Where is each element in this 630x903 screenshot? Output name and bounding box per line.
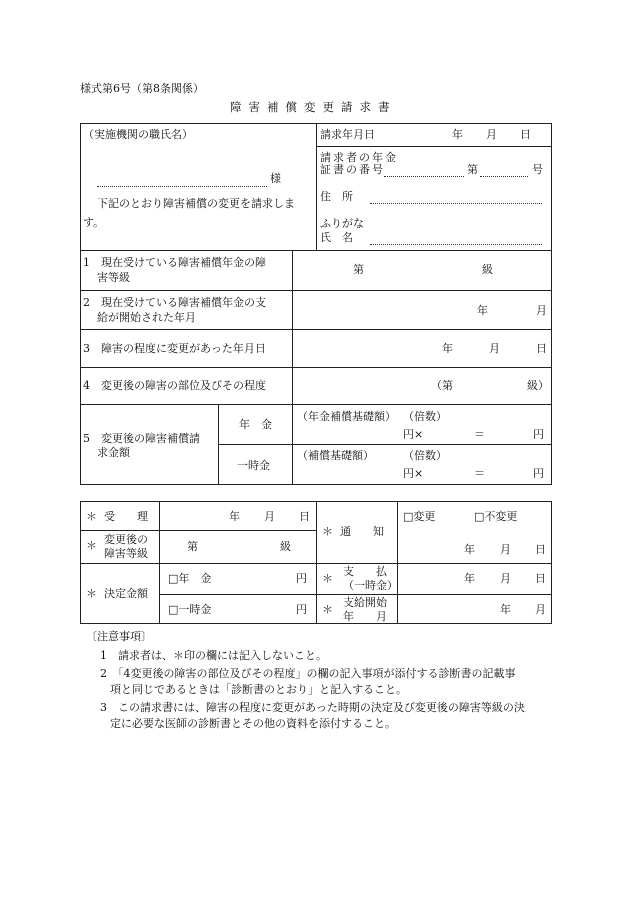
payment-month: 月 [500, 572, 511, 585]
payment-year: 年 [464, 572, 475, 585]
notice-star: ＊ [322, 525, 333, 538]
name-label: 氏 名 [320, 231, 353, 244]
request-date-label: 請求年月日 [320, 128, 375, 141]
grade-star: ＊ [86, 539, 97, 552]
row5-lump-yen[interactable]: 円 [533, 467, 544, 480]
row1-dai: 第 [353, 263, 364, 276]
row5-lump-base-label: （補償基礎額） [297, 449, 374, 462]
row5-lump-equals: ＝ [474, 467, 485, 480]
payment-label-line2: （一時金） [343, 579, 398, 592]
row3-year[interactable]: 年 [442, 342, 453, 355]
name-field[interactable] [370, 244, 542, 245]
decided-amount-label: 決定金額 [104, 587, 148, 600]
request-statement-line2: す。 [83, 216, 105, 229]
changed-grade-label-line2: 障害等級 [104, 547, 148, 560]
notice-label: 通 知 [340, 525, 384, 538]
start-star: ＊ [322, 603, 333, 616]
institution-label: （実施機関の職氏名） [83, 128, 193, 141]
cert-label-line2: 証書の番号 [320, 163, 385, 176]
lump-yen: 円 [296, 603, 307, 616]
lump-option: □一時金 [168, 603, 212, 616]
row2-month[interactable]: 月 [536, 304, 547, 317]
row5-lump-yen-x[interactable]: 円× [403, 467, 424, 480]
row1-kyu: 級 [482, 263, 493, 276]
row4-dai[interactable]: （第 [431, 379, 453, 392]
pension-yen: 円 [296, 572, 307, 585]
row1-label-line2: 害等級 [97, 271, 130, 284]
receipt-year: 年 [229, 510, 240, 523]
receipt-day: 日 [299, 510, 310, 523]
notice-day: 日 [535, 543, 546, 556]
row1-label-line1: 1 現在受けている障害補償年金の障 [83, 256, 266, 269]
pension-option: □年 金 [168, 572, 212, 585]
row3-month[interactable]: 月 [489, 342, 500, 355]
request-date-year[interactable]: 年 [452, 128, 463, 141]
note-3-line1: 3 この請求書には、障害の程度に変更があった時期の決定及び変更後の障害等級の決 [100, 701, 525, 714]
row2-label-line2: 給が開始された年月 [97, 311, 196, 324]
address-label: 住 所 [320, 190, 353, 203]
payment-star: ＊ [322, 572, 333, 585]
start-label-line1: 支給開始 [343, 596, 387, 609]
institution-name-field[interactable] [97, 186, 267, 187]
row5-pension-times-label: （倍数） [403, 410, 447, 423]
cert-number-field-b[interactable] [480, 176, 528, 177]
note-3-line2: 定に必要な医師の診断書とその他の資料を添付すること。 [110, 717, 396, 730]
row3-label: 3 障害の程度に変更があった年月日 [83, 342, 266, 355]
row5-pension-equals: ＝ [474, 428, 485, 441]
form-number: 様式第6号（第8条関係） [80, 82, 204, 95]
amount-star: ＊ [86, 587, 97, 600]
change-option: □変更 [403, 510, 436, 523]
request-date-day[interactable]: 日 [520, 128, 531, 141]
row5-lump-times-label: （倍数） [403, 449, 447, 462]
payment-label-line1: 支 払 [343, 565, 387, 578]
changed-grade-kyu: 級 [280, 540, 291, 553]
row4-label: 4 変更後の障害の部位及びその程度 [83, 379, 266, 392]
cert-go: 号 [532, 163, 543, 176]
note-2-line2: 項と同じであるときは「診断書のとおり」と記入すること。 [110, 683, 407, 696]
request-statement-line1: 下記のとおり障害補償の変更を請求しま [97, 197, 295, 210]
row5-lump-label: 一時金 [237, 459, 270, 472]
page-title: 障害補償変更請求書 [230, 100, 397, 114]
receipt-label: 受 理 [104, 510, 148, 523]
payment-day: 日 [535, 572, 546, 585]
start-label-line2: 年 月 [343, 610, 387, 623]
start-month: 月 [535, 603, 546, 616]
row5-label-line1: 5 変更後の障害補償請 [83, 432, 200, 445]
row5-pension-yen-x[interactable]: 円× [403, 428, 424, 441]
cert-number-field-a[interactable] [384, 176, 464, 177]
sama-label: 様 [270, 172, 281, 185]
row4-kyu: 級） [527, 379, 549, 392]
row5-label-line2: 求金額 [97, 446, 130, 459]
notice-month: 月 [500, 543, 511, 556]
notes-heading: 〔注意事項〕 [86, 630, 152, 643]
receipt-month: 月 [264, 510, 275, 523]
notice-year: 年 [464, 543, 475, 556]
row3-day[interactable]: 日 [536, 342, 547, 355]
nochange-option: □不変更 [474, 510, 518, 523]
cert-dai: 第 [467, 163, 478, 176]
furigana-label: ふりがな [320, 217, 364, 230]
changed-grade-dai: 第 [187, 540, 198, 553]
note-2-line1: 2 「4変更後の障害の部位及びその程度」の欄の記入事項が添付する診断書の記載事 [100, 667, 516, 680]
row5-pension-base-label: （年金補償基礎額） [297, 410, 396, 423]
changed-grade-label-line1: 変更後の [104, 533, 148, 546]
address-field[interactable] [370, 203, 542, 204]
receipt-star: ＊ [86, 510, 97, 523]
note-1: 1 請求者は、＊印の欄には記入しないこと。 [100, 649, 327, 662]
row5-pension-yen[interactable]: 円 [533, 428, 544, 441]
row5-pension-label: 年 金 [239, 418, 272, 431]
start-year: 年 [500, 603, 511, 616]
cert-label-line1: 請求者の年金 [320, 151, 398, 164]
request-date-month[interactable]: 月 [486, 128, 497, 141]
row2-label-line1: 2 現在受けている障害補償年金の支 [83, 296, 266, 309]
row2-year[interactable]: 年 [477, 304, 488, 317]
